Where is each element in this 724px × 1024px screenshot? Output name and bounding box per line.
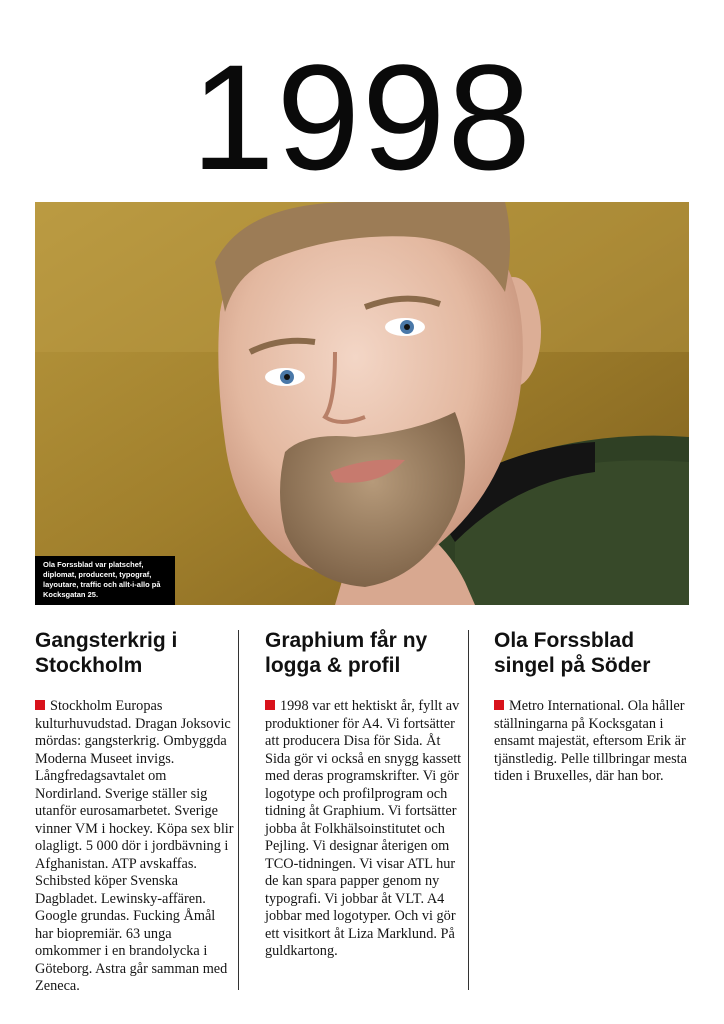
page-year-heading: 1998 (191, 33, 533, 201)
column-divider (238, 630, 239, 990)
article-column-1 (35, 628, 235, 996)
article-headline: Gangsterkrig i Stockholm (35, 629, 178, 677)
article-headline: Ola Forssblad singel på Söder (494, 629, 651, 677)
article-column-3 (494, 628, 694, 786)
article-text: Stockholm Europas kulturhuvudstad. Dragan Joksovic mördas: gangsterkrig. Ombyggda Moderna Museet invigs. Långfredagsavtalet om Nordirland. Sverige ställer sig utanför eurosamarbetet. Sverige vinner VM i hockey. Köpa sex blir olagligt. 5 000 dör i jordbävning i Afghanistan. ATP avskaffas. Schibsted köper Svenska Dagbladet. Lewinsky-affären. Google grundas. Fucking Åmål har biopremiär. 63 unga omkommer i en brandolycka i Göteborg. Astra går samman med Zeneca. (35, 698, 234, 994)
article-body (494, 698, 694, 786)
article-text: Metro International. Ola håller ställningarna på Kocksgatan i ensamt majestät, eftersom Erik är tjänstledig. Pelle tillbringar mesta tiden i Bruxelles, där han bor. (494, 698, 687, 784)
article-body (35, 698, 235, 996)
article-column-2 (265, 628, 465, 961)
article-text: 1998 var ett hektiskt år, fyllt av produktioner för A4. Vi fortsätter att producera Disa för Sida. Åt Sida gör vi också en snygg kassett med deras programskrifter. Vi gör logotype och profilprogram och tidning åt Graphium. Vi fortsätter jobba åt Folkhälsoinstitutet och Pejling. Vi designar återigen om TCO-tidningen. Vi visar ATL hur de kan spara papper genom ny typografi. Vi jobbar åt VLT. A4 jobbar med logotyper. Och vi gör ett visitkort åt Liza Marklund. På guldkartong. (265, 698, 462, 959)
red-square-bullet-icon (494, 700, 504, 710)
article-headline: Graphium får ny logga & profil (265, 629, 428, 677)
photo-caption: Ola Forssblad var platschef, diplomat, producent, typograf, layoutare, traffic och allt-i-allo på Kocksgatan 25. (35, 556, 175, 605)
portrait-illustration (35, 202, 689, 605)
column-divider (468, 630, 469, 990)
article-body (265, 698, 465, 961)
red-square-bullet-icon (265, 700, 275, 710)
portrait-photo (35, 202, 689, 605)
red-square-bullet-icon (35, 700, 45, 710)
